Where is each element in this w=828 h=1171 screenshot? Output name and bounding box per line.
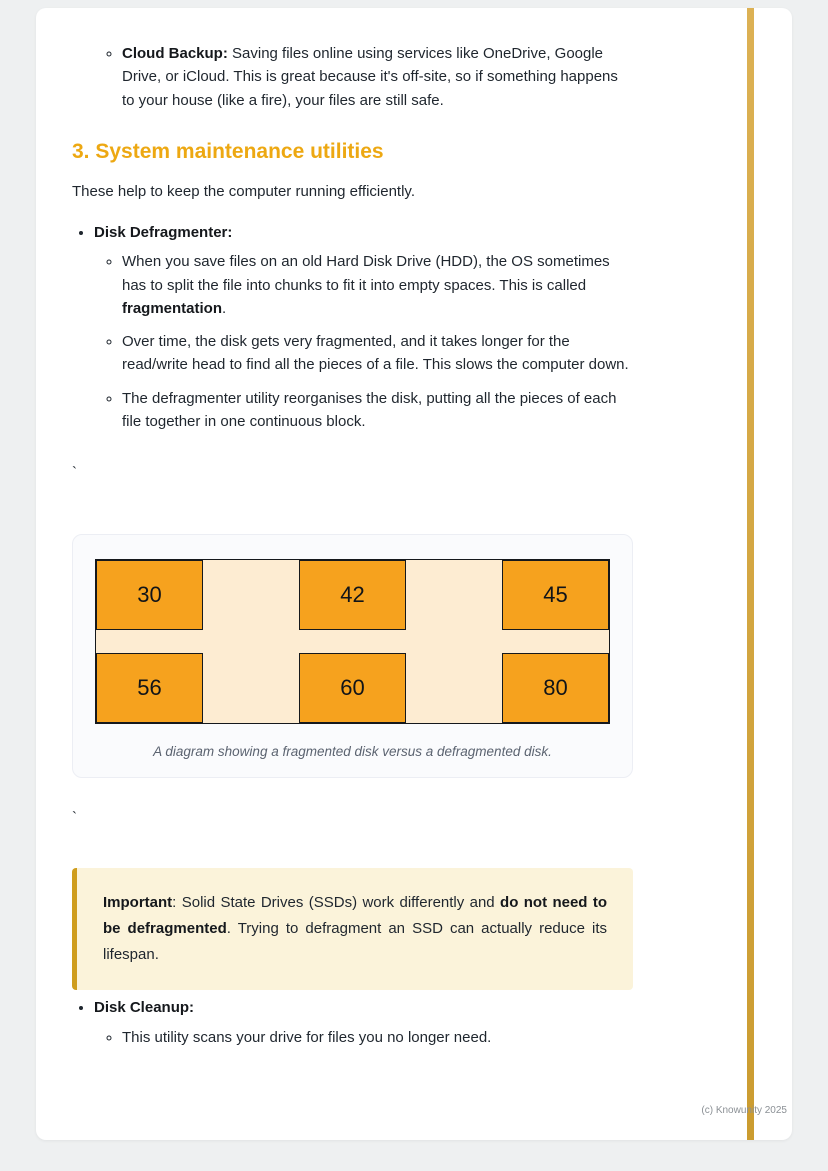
section-intro: These help to keep the computer running efficiently.	[72, 182, 415, 200]
stray-backtick-2: `	[72, 809, 77, 827]
cleanup-point-1: ◦ This utility scans your drive for files you no longer need.	[122, 1026, 634, 1049]
cloud-backup-text: Saving files online using services like OneDrive, Google Drive, or iCloud. This is great because it's off-site, so if something happens to your house (like a fire), your files are still safe.	[122, 45, 618, 109]
defragmenter-title: Disk Defragmenter:	[94, 224, 233, 241]
diagram-row-1	[96, 560, 609, 630]
document-page	[36, 8, 792, 1140]
figure-caption: A diagram showing a fragmented disk versus a defragmented disk.	[153, 744, 552, 760]
disk-gap	[203, 560, 299, 630]
point1-bold: fragmentation	[122, 299, 223, 317]
defrag-figure	[72, 534, 633, 778]
disk-gap	[406, 560, 502, 630]
ribbon-stripe	[747, 8, 754, 1140]
callout-text-2: . Trying to defragment an SSD can actually reduce its lifespan.	[103, 919, 607, 963]
disk-block: 56	[96, 653, 203, 723]
cloud-backup-list	[72, 42, 634, 112]
cleanup-item	[94, 996, 634, 1049]
diagram-spacer	[96, 630, 609, 653]
defragmenter-point-3: ◦ The defragmenter utility reorganises the disk, putting all the pieces of each file together in one continuous block.	[122, 387, 634, 434]
point1-pre: When you save files on an old Hard Disk Drive (HDD), the OS sometimes has to split the file into chunks to fit it into empty spaces. This is called	[122, 253, 610, 294]
disk-block: 45	[502, 560, 609, 630]
diagram-row-2	[96, 653, 609, 723]
disk-block: 80	[502, 653, 609, 723]
defragmenter-list	[72, 221, 634, 433]
callout-bold-defrag: do not need to be defragmented	[103, 893, 607, 937]
defragmenter-sublist	[94, 250, 634, 433]
disk-diagram	[95, 559, 610, 724]
important-callout	[72, 868, 633, 991]
callout-bold-important: Important	[103, 893, 173, 911]
cleanup-title: Disk Cleanup:	[94, 999, 195, 1017]
defragmenter-point-2: ◦ Over time, the disk gets very fragmented, and it takes longer for the read/write head to find all the pieces of a file. This slows the computer down.	[122, 330, 634, 377]
defragmenter-point-1	[122, 250, 634, 320]
cleanup-list	[72, 996, 634, 1049]
disk-gap	[406, 653, 502, 723]
cloud-backup-item	[122, 42, 634, 112]
callout-text-1: : Solid State Drives (SSDs) work differently and	[172, 893, 501, 911]
callout-text	[103, 890, 607, 969]
section-heading: 3. System maintenance utilities	[72, 139, 384, 163]
disk-block: 30	[96, 560, 203, 630]
cleanup-sublist	[94, 1026, 634, 1049]
disk-block: 42	[299, 560, 406, 630]
stray-backtick-1: `	[72, 464, 77, 481]
disk-gap	[203, 653, 299, 723]
disk-block: 60	[299, 653, 406, 723]
point1-post: .	[222, 299, 227, 317]
watermark: (c) Knowunity 2025	[701, 1105, 787, 1116]
defragmenter-item	[94, 221, 634, 433]
cloud-backup-label: Cloud Backup:	[122, 45, 228, 62]
